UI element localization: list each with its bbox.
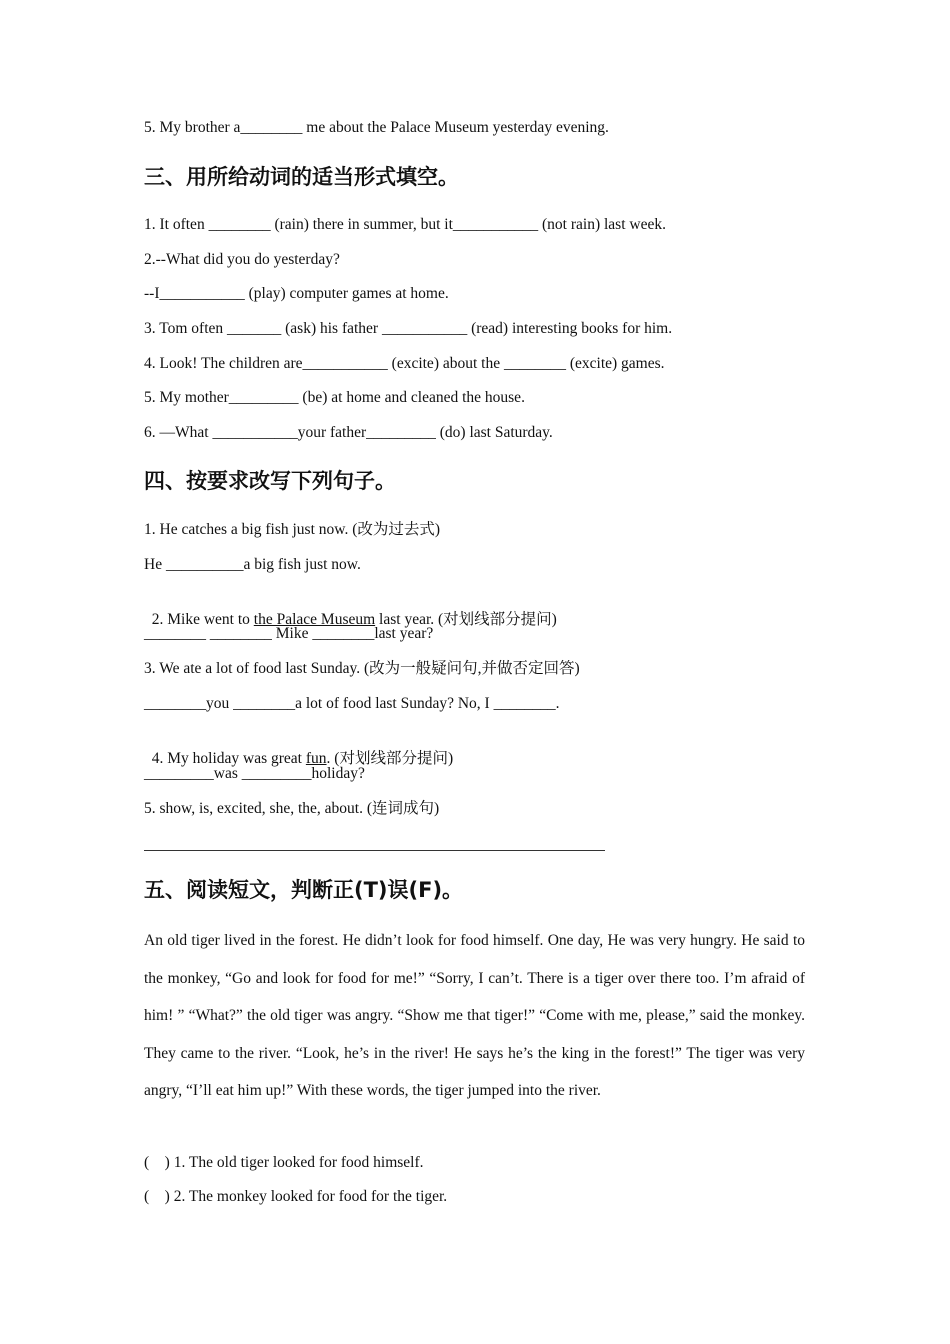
section-heading: 四、按要求改写下列句子。 xyxy=(144,469,396,493)
question-line: 1. He catches a big fish just now. (改为过去式) xyxy=(144,521,441,538)
question-line xyxy=(144,729,453,769)
statement-line: ( ) 1. The old tiger looked for food himself. xyxy=(144,1154,424,1171)
question-line: 6. —What ___________your father_________ (do) last Saturday. xyxy=(144,424,553,441)
answer-line: He __________a big fish just now. xyxy=(144,556,361,573)
section-heading: 三、用所给动词的适当形式填空。 xyxy=(144,165,459,189)
question-line: 5. My mother_________ (be) at home and cleaned the house. xyxy=(144,389,525,406)
question-text: 2. Mike went to xyxy=(151,611,254,628)
question-line: 2.--What did you do yesterday? xyxy=(144,251,340,268)
answer-line: ________you ________a lot of food last Sunday? No, I ________. xyxy=(144,695,560,712)
question-text: 4. My holiday was great xyxy=(151,750,306,767)
answer-line: --I___________ (play) computer games at home. xyxy=(144,285,449,302)
answer-line: _________was _________holiday? xyxy=(144,765,365,782)
statement-line: ( ) 2. The monkey looked for food for the tiger. xyxy=(144,1188,448,1205)
question-line: 5. show, is, excited, she, the, about. (连词成句) xyxy=(144,800,440,817)
underlined-phrase: the Palace Museum xyxy=(253,611,376,628)
reading-passage: An old tiger lived in the forest. He didn’t look for food himself. One day, He was very hungry. He said to the monkey, “Go and look for food for me!” “Sorry, I can’t. There is a tiger over there too. I’m afraid of him! ” “What?” the old tiger was angry. “Show me that tiger!” “Come with me, please,” said the monkey. They came to the river. “Look, he’s in the river! He says he’s the king in the forest!” The tiger was very angry, “I’ll eat him up!” With these words, the tiger jumped into the river. xyxy=(144,932,805,1099)
section-heading: 五、阅读短文，判断正(T)误(F)。 xyxy=(144,878,464,902)
underlined-phrase: fun xyxy=(305,750,327,767)
question-line: 1. It often ________ (rain) there in summer, but it___________ (not rain) last week. xyxy=(144,216,666,233)
question-text: . (对划线部分提问) xyxy=(326,750,454,767)
answer-line: ________ ________ Mike ________last year? xyxy=(144,625,434,642)
question-line: 4. Look! The children are___________ (excite) about the ________ (excite) games. xyxy=(144,355,665,372)
question-text: last year. (对划线部分提问) xyxy=(375,611,557,628)
answer-rule xyxy=(144,850,605,851)
question-line: 3. We ate a lot of food last Sunday. (改为一般疑问句,并做否定回答) xyxy=(144,660,580,677)
question-line: 3. Tom often _______ (ask) his father ___________ (read) interesting books for him. xyxy=(144,320,673,337)
question-line: 5. My brother a________ me about the Palace Museum yesterday evening. xyxy=(144,119,609,136)
